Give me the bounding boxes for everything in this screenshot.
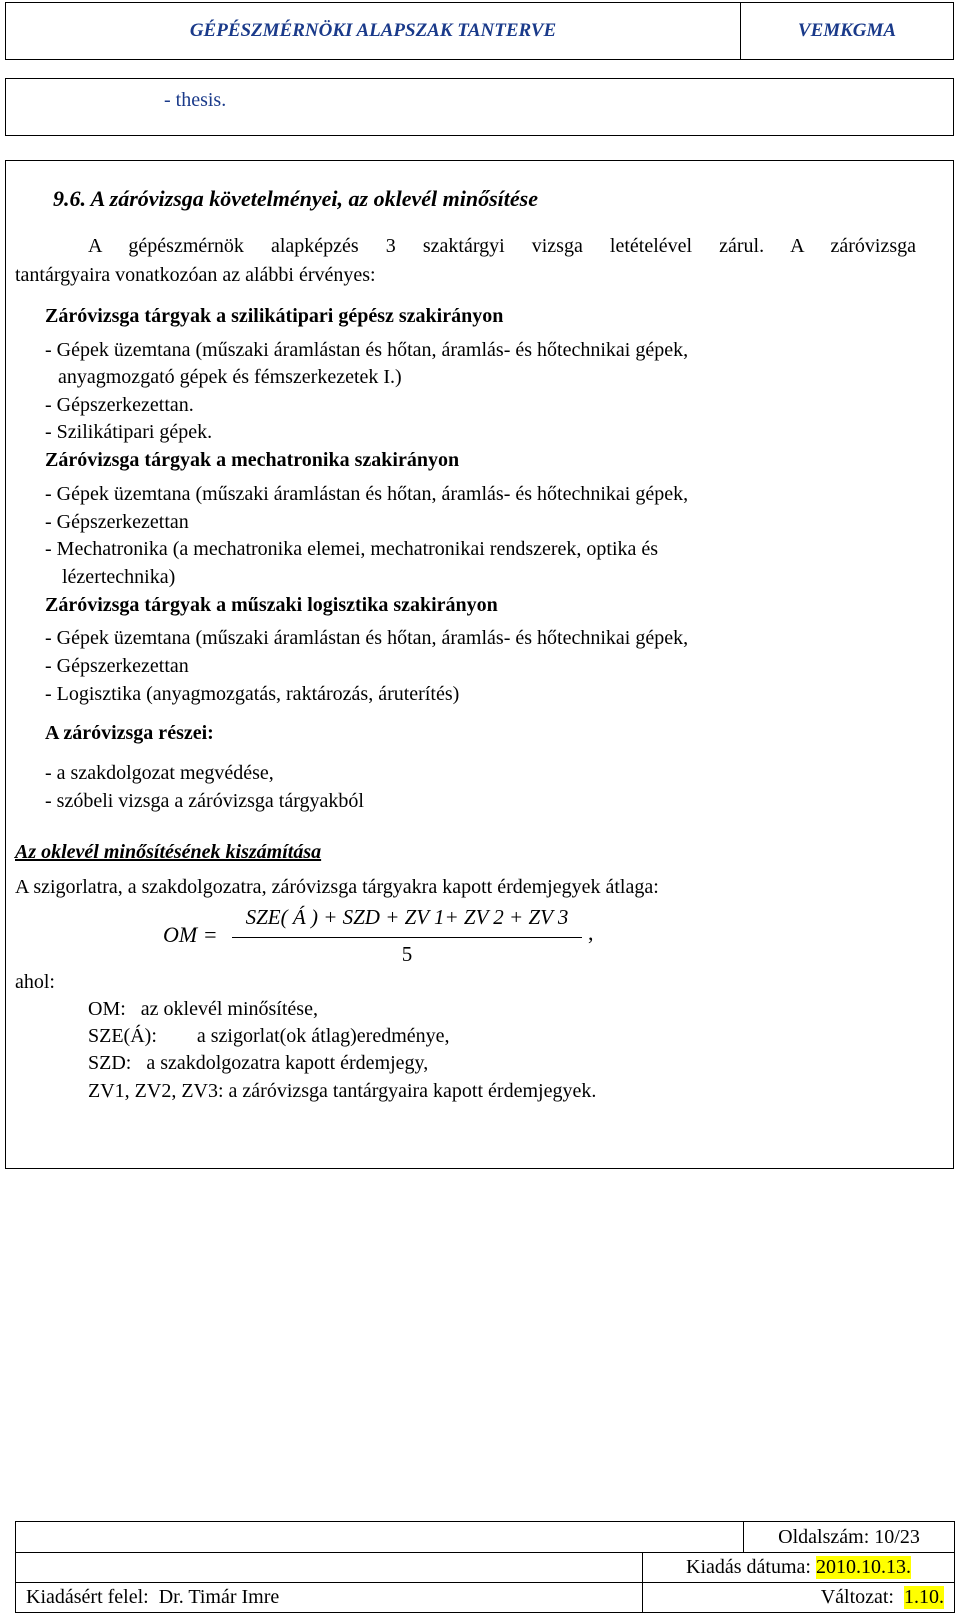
oklevel-title: Az oklevél minősítésének kiszámítása: [15, 841, 322, 863]
thesis-box: [5, 78, 954, 136]
logisztika-line-1: - Gépek üzemtana (műszaki áramlástan és hőtan, áramlás- és hőtechnikai gépek,: [45, 627, 689, 649]
intro-line-2: tantárgyaira vonatkozóan az alábbi érvényes:: [15, 264, 376, 286]
issue-date-value: 2010.10.13.: [815, 1555, 911, 1578]
document-header: [5, 2, 954, 60]
mechatronika-title: Záróvizsga tárgyak a mechatronika szakirányon: [45, 449, 460, 471]
formula-lhs: OM =: [163, 922, 218, 947]
footer-row-issue: [16, 1552, 954, 1583]
issue-date-label: Kiadás dátuma:: [686, 1555, 816, 1578]
szilikat-line-3: - Gépszerkezettan.: [45, 394, 194, 416]
reszei-title: A záróvizsga részei:: [45, 722, 214, 744]
definition-om: OM: az oklevél minősítése,: [88, 998, 318, 1020]
mechatronika-line-3: - Mechatronika (a mechatronika elemei, mechatronikai rendszerek, optika és: [45, 538, 659, 560]
header-title: GÉPÉSZMÉRNÖKI ALAPSZAK TANTERVE: [6, 3, 741, 59]
szilikat-title: Záróvizsga tárgyak a szilikátipari gépész szakirányon: [45, 305, 504, 327]
logisztika-title: Záróvizsga tárgyak a műszaki logisztika szakirányon: [45, 594, 498, 616]
reszei-line-2: - szóbeli vizsga a záróvizsga tárgyakból: [45, 790, 364, 812]
logisztika-line-2: - Gépszerkezettan: [45, 655, 189, 677]
version-value: 1.10.: [904, 1586, 944, 1608]
definition-zv: ZV1, ZV2, ZV3: a záróvizsga tantárgyaira kapott érdemjegyek.: [88, 1080, 597, 1102]
mechatronika-line-1: - Gépek üzemtana (műszaki áramlástan és hőtan, áramlás- és hőtechnikai gépek,: [45, 483, 689, 505]
header-code: VEMKGMA: [797, 20, 897, 41]
version-label: Változat:: [820, 1586, 904, 1608]
fraction-line: [232, 937, 582, 938]
thesis-item: - thesis.: [164, 89, 227, 111]
szilikat-line-2: anyagmozgató gépek és fémszerkezetek I.): [58, 366, 402, 388]
szilikat-line-1: - Gépek üzemtana (műszaki áramlástan és hőtan, áramlás- és hőtechnikai gépek,: [45, 339, 689, 361]
szilikat-line-4: - Szilikátipari gépek.: [45, 421, 213, 443]
issue-date-cell: [642, 1552, 954, 1582]
footer-row-page: [16, 1522, 954, 1553]
section-heading: 9.6. A záróvizsga követelményei, az oklevél minősítése: [53, 186, 538, 211]
logisztika-line-3: - Logisztika (anyagmozgatás, raktározás, áruterítés): [45, 683, 460, 705]
formula-denominator: 5: [401, 942, 413, 966]
formula-comma: ,: [588, 920, 594, 945]
version-cell: [642, 1582, 954, 1613]
responsible-person: Kiadásért felel: Dr. Timár Imre: [26, 1586, 280, 1608]
oklevel-intro: A szigorlatra, a szakdolgozatra, záróvizsga tárgyakra kapott érdemjegyek átlaga:: [15, 876, 659, 898]
ahol-label: ahol:: [15, 971, 55, 993]
document-footer: [15, 1521, 955, 1613]
formula-numerator: SZE( Á ) + SZD + ZV 1+ ZV 2 + ZV 3: [245, 905, 569, 929]
footer-row-responsible: [16, 1582, 954, 1613]
mechatronika-line-2: - Gépszerkezettan: [45, 511, 189, 533]
page-number: Oldalszám: 10/23: [743, 1522, 954, 1552]
definition-sze: SZE(Á): a szigorlat(ok átlag)eredménye,: [88, 1025, 450, 1047]
mechatronika-line-4: lézertechnika): [62, 566, 176, 588]
definition-szd: SZD: a szakdolgozatra kapott érdemjegy,: [88, 1052, 429, 1074]
reszei-line-1: - a szakdolgozat megvédése,: [45, 762, 274, 784]
intro-line-1: A gépészmérnök alapképzés 3 szaktárgyi vizsga letételével zárul. A záróvizsga: [88, 235, 916, 257]
